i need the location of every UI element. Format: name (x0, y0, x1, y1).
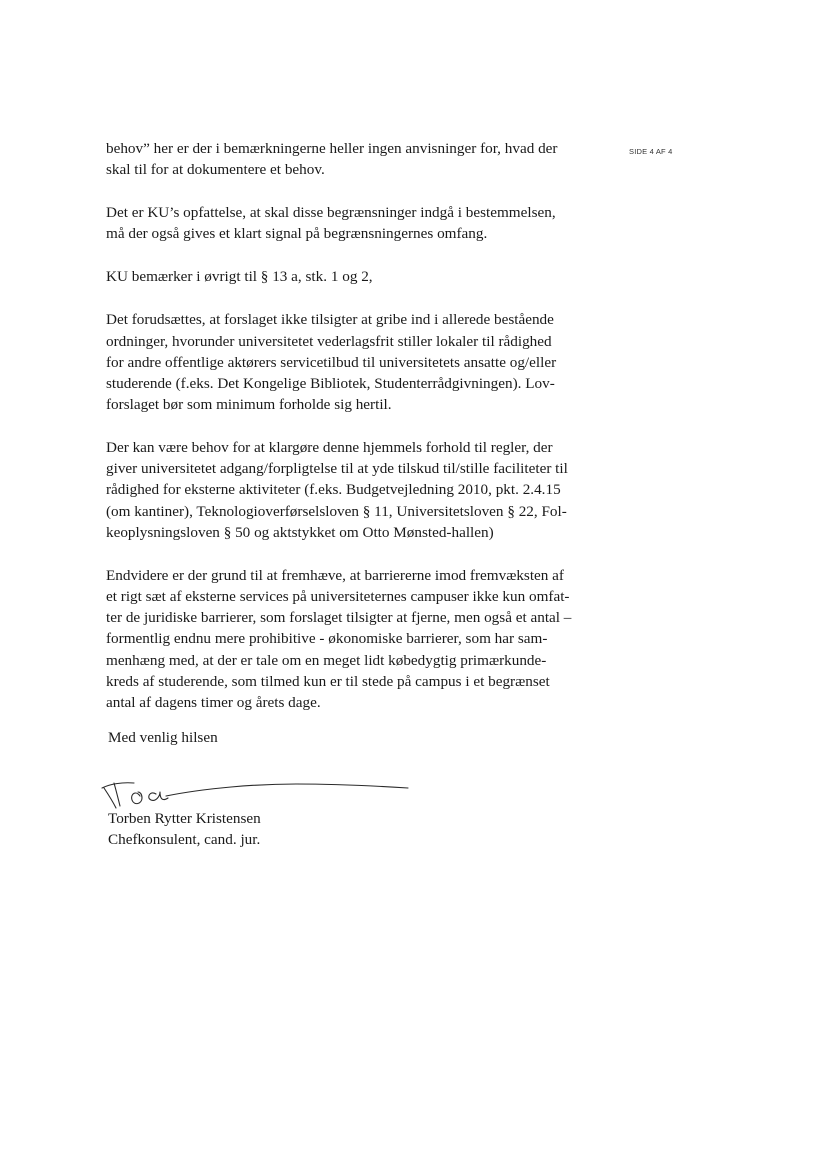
paragraph-line: KU bemærker i øvrigt til § 13 a, stk. 1 og 2, (106, 268, 373, 286)
closing-salutation: Med venlig hilsen (108, 729, 218, 746)
paragraph-line: menhæng med, at der er tale om en meget lidt købedygtig primærkunde- (106, 651, 547, 669)
paragraph-line: keoplysningsloven § 50 og aktstykket om Otto Mønsted-hallen) (106, 523, 494, 541)
paragraph-line: Det er KU’s opfattelse, at skal disse begrænsninger indgå i bestemmelsen, (106, 204, 556, 222)
paragraph-3 (106, 266, 606, 287)
signer-block (108, 808, 261, 850)
paragraph-line: et rigt sæt af eksterne services på universiteternes campuser ikke kun omfat- (106, 587, 570, 605)
paragraph-line: behov” her er der i bemærkningerne heller ingen anvisninger for, hvad der (106, 140, 558, 157)
letter-body (106, 138, 606, 713)
paragraph-4 (106, 309, 606, 415)
paragraph-line: Det forudsættes, at forslaget ikke tilsigter at gribe ind i allerede bestående (106, 311, 554, 329)
paragraph-line: kreds af studerende, som tilmed kun er til stede på campus i et begrænset (106, 672, 550, 690)
paragraph-line: må der også gives et klart signal på begrænsningernes omfang. (106, 225, 488, 243)
paragraph-line: antal af dagens timer og årets dage. (106, 693, 321, 711)
paragraph-line: giver universitetet adgang/forpligtelse til at yde tilskud til/stille faciliteter til (106, 460, 568, 478)
paragraph-line: Der kan være behov for at klargøre denne hjemmels forhold til regler, der (106, 439, 553, 457)
paragraph-line: forslaget bør som minimum forholde sig hertil. (106, 396, 392, 414)
paragraph-line: rådighed for eksterne aktiviteter (f.eks. Budgetvejledning 2010, pkt. 2.4.15 (106, 481, 561, 499)
paragraph-line: studerende (f.eks. Det Kongelige Bibliotek, Studenterrådgivningen). Lov- (106, 374, 555, 392)
paragraph-2 (106, 202, 606, 244)
paragraph-line: ordninger, hvorunder universitetet vederlagsfrit stiller lokaler til rådighed (106, 332, 552, 350)
signer-title: Chefkonsulent, cand. jur. (108, 831, 261, 848)
paragraph-6 (106, 565, 606, 713)
paragraph-1 (106, 138, 606, 180)
paragraph-line: Endvidere er der grund til at fremhæve, at barriererne imod fremvæksten af (106, 566, 564, 584)
page-number: SIDE 4 AF 4 (629, 147, 673, 156)
paragraph-line: for andre offentlige aktørers servicetilbud til universitetets ansatte og/eller (106, 353, 557, 371)
paragraph-line: ter de juridiske barrierer, som forslaget tilsigter at fjerne, men også et antal – (106, 609, 572, 627)
paragraph-line: skal til for at dokumentere et behov. (106, 161, 325, 179)
signer-name: Torben Rytter Kristensen (108, 810, 261, 827)
paragraph-line: formentlig endnu mere prohibitive - økonomiske barrierer, som har sam- (106, 630, 548, 648)
paragraph-line: (om kantiner), Teknologioverførselsloven § 11, Universitetsloven § 22, Fol- (106, 502, 567, 520)
paragraph-5 (106, 437, 606, 543)
